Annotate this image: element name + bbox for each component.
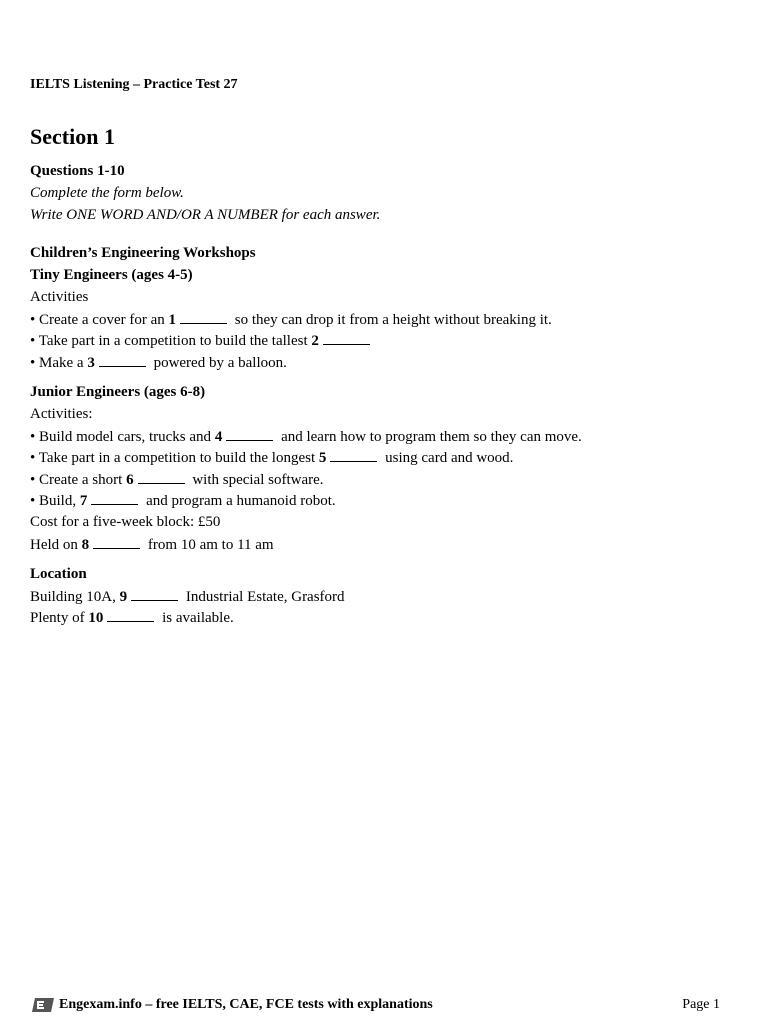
form-title: Children’s Engineering Workshops xyxy=(30,245,256,261)
item-text: • Create a short xyxy=(30,472,127,488)
question-number: 5 xyxy=(318,450,327,466)
answer-blank xyxy=(131,588,178,601)
cost-line: Cost for a five-week block: £50 xyxy=(30,514,221,530)
answer-blank xyxy=(330,449,377,462)
junior-activities-label: Activities: xyxy=(30,406,93,422)
item-text: • Make a xyxy=(30,355,88,371)
junior-engineers-heading: Junior Engineers (ages 6-8) xyxy=(30,384,206,400)
engexam-logo-icon xyxy=(32,998,54,1012)
tiny-activities-label: Activities xyxy=(30,289,89,305)
item-text: • Create a cover for an xyxy=(30,312,169,328)
list-item xyxy=(30,449,513,467)
question-number: 1 xyxy=(168,312,177,328)
answer-blank xyxy=(323,332,370,345)
instruction-complete-form: Complete the form below. xyxy=(30,185,184,201)
answer-blank xyxy=(138,471,185,484)
question-number: 2 xyxy=(311,333,319,349)
item-text: Industrial Estate, Grasford xyxy=(182,589,345,605)
section-title: Section 1 xyxy=(30,124,115,149)
answer-blank xyxy=(99,354,146,367)
item-text: powered by a balloon. xyxy=(149,355,287,371)
item-text: is available. xyxy=(158,610,234,626)
answer-blank xyxy=(91,492,138,505)
question-number: 8 xyxy=(81,537,90,553)
item-text: Held on xyxy=(30,537,82,553)
item-text: and learn how to program them so they can move. xyxy=(277,429,582,445)
item-text: with special software. xyxy=(188,472,324,488)
document-header-title: IELTS Listening – Practice Test 27 xyxy=(30,77,238,92)
question-number: 10 xyxy=(88,610,104,626)
item-text: Plenty of xyxy=(30,610,89,626)
page-number: Page 1 xyxy=(682,997,720,1012)
item-text: and program a humanoid robot. xyxy=(142,493,336,509)
question-number: 4 xyxy=(214,429,223,445)
question-number: 7 xyxy=(79,493,88,509)
footer-brand-link[interactable]: Engexam.info – free IELTS, CAE, FCE tests with explanations xyxy=(59,997,433,1012)
question-number: 3 xyxy=(87,355,95,371)
tiny-engineers-heading: Tiny Engineers (ages 4-5) xyxy=(30,267,193,283)
question-number: 9 xyxy=(119,589,128,605)
item-text: from 10 am to 11 am xyxy=(144,537,274,553)
list-item xyxy=(30,311,552,329)
answer-blank xyxy=(226,428,273,441)
item-text: Building 10A, xyxy=(30,589,120,605)
list-item xyxy=(30,354,287,372)
questions-range: Questions 1-10 xyxy=(30,163,125,179)
location-building-line xyxy=(30,588,345,606)
held-on-line xyxy=(30,536,274,554)
item-text: • Build model cars, trucks and xyxy=(30,429,215,445)
location-parking-line xyxy=(30,609,234,627)
list-item xyxy=(30,471,324,489)
answer-blank xyxy=(180,311,227,324)
location-heading: Location xyxy=(30,566,87,582)
list-item xyxy=(30,428,582,446)
list-item xyxy=(30,332,374,350)
answer-blank xyxy=(107,609,154,622)
answer-blank xyxy=(93,536,140,549)
page-footer xyxy=(30,996,720,1016)
question-number: 6 xyxy=(126,472,134,488)
item-text: using card and wood. xyxy=(381,450,514,466)
item-text: • Take part in a competition to build the tallest xyxy=(30,333,312,349)
list-item xyxy=(30,492,336,510)
item-text: • Build, xyxy=(30,493,80,509)
instruction-word-limit: Write ONE WORD AND/OR A NUMBER for each answer. xyxy=(30,207,381,223)
item-text: so they can drop it from a height without breaking it. xyxy=(231,312,552,328)
item-text: • Take part in a competition to build the longest xyxy=(30,450,319,466)
